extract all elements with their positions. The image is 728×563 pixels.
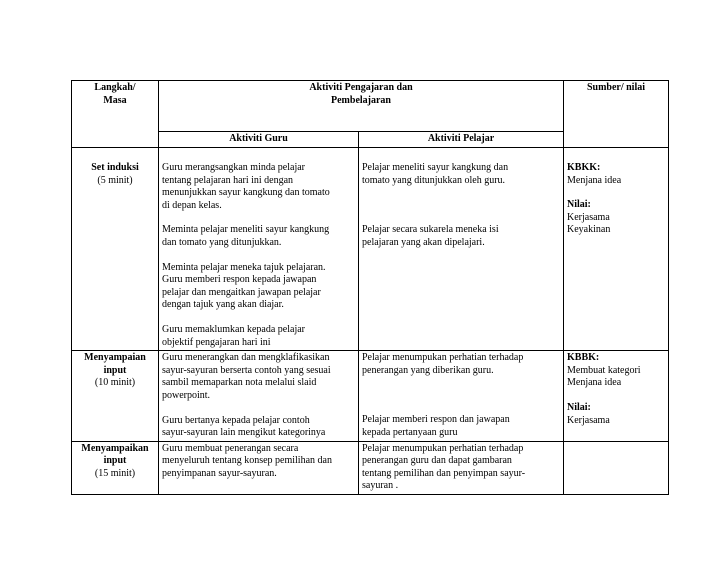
guru-text: Guru menerangkan dan mengklafikasikan sayur-sayuran berserta contoh yang sesuai sambil memaparkan nota melalui slaid powerpoint. bbox=[162, 352, 331, 401]
guru-text: Guru merangsangkan minda pelajar tentang pelajaran hari ini dengan menunjukkan sayur kangkung dan tomato di depan kelas. bbox=[162, 162, 330, 211]
masa-label: (10 minit) bbox=[94, 377, 136, 389]
sumber-nilai-cell bbox=[564, 148, 669, 351]
sumber-nilai-cell bbox=[564, 441, 669, 494]
header-sumber-nilai: Sumber/ nilai bbox=[564, 81, 669, 148]
header-langkah-masa: Langkah/ Masa bbox=[72, 81, 159, 148]
kbkk-title: KBKK: bbox=[567, 162, 601, 173]
table-row bbox=[72, 441, 669, 494]
aktiviti-pelajar-cell bbox=[359, 441, 564, 494]
guru-text: Meminta pelajar meneliti sayur kangkung dan tomato yang ditunjukkan. bbox=[162, 224, 330, 248]
langkah-label: Set induksi bbox=[91, 162, 139, 173]
pelajar-text: Pelajar meneliti sayur kangkung dan tomato yang ditunjukkan oleh guru. bbox=[362, 162, 509, 186]
table-row bbox=[72, 148, 669, 351]
aktiviti-pelajar-cell bbox=[359, 148, 564, 351]
nilai-title: Nilai: bbox=[567, 199, 591, 211]
lesson-plan-table bbox=[71, 80, 669, 495]
header-aktiviti-guru: Aktiviti Guru bbox=[159, 132, 359, 148]
guru-text: Meminta pelajar meneka tajuk pelajaran. Guru memberi respon kepada jawapan pelajar dan mengaitkan jawapan pelajar dengan tajuk yang akan diajar. bbox=[162, 261, 326, 311]
pelajar-text: Pelajar menumpukan perhatian terhadap penerangan yang diberikan guru. bbox=[362, 352, 524, 376]
header-row bbox=[72, 81, 669, 132]
nilai-items: Kerjasama bbox=[567, 414, 610, 426]
sumber-nilai-cell bbox=[564, 351, 669, 442]
guru-text: Guru membuat penerangan secara menyeluruh tentang konsep pemilihan dan penyimpanan sayur-sayuran. bbox=[162, 442, 332, 479]
table-row bbox=[72, 351, 669, 442]
pelajar-text: Pelajar memberi respon dan jawapan kepada pertanyaan guru bbox=[362, 414, 510, 438]
guru-text: Guru memaklumkan kepada pelajar objektif pengajaran hari ini bbox=[162, 323, 305, 348]
guru-text: Guru bertanya kepada pelajar contoh sayur-sayuran lain mengikut kategorinya bbox=[162, 414, 326, 439]
header-aktiviti-pengajaran: Aktiviti Pengajaran dan Pembelajaran bbox=[159, 81, 564, 132]
aktiviti-guru-cell bbox=[159, 441, 359, 494]
masa-label: (15 minit) bbox=[94, 467, 136, 479]
aktiviti-guru-cell bbox=[159, 148, 359, 351]
kbbk-items: Membuat kategori Menjana idea bbox=[567, 364, 641, 389]
masa-label: (5 minit) bbox=[97, 174, 133, 186]
aktiviti-guru-cell bbox=[159, 351, 359, 442]
langkah-label: Menyampaian input bbox=[84, 352, 146, 376]
kbkk-items: Menjana idea bbox=[567, 174, 622, 186]
langkah-cell bbox=[72, 441, 159, 494]
header-aktiviti-pelajar: Aktiviti Pelajar bbox=[359, 132, 564, 148]
aktiviti-pelajar-cell bbox=[359, 351, 564, 442]
nilai-title: Nilai: bbox=[567, 401, 591, 413]
nilai-items: Kerjasama Keyakinan bbox=[567, 211, 611, 236]
langkah-cell bbox=[72, 148, 159, 351]
pelajar-text: Pelajar secara sukarela meneka isi pelajaran yang akan dipelajari. bbox=[362, 224, 499, 248]
langkah-label: Menyampaikan input bbox=[81, 442, 149, 467]
kbbk-title: KBBK: bbox=[567, 352, 600, 364]
langkah-cell bbox=[72, 351, 159, 442]
pelajar-text: Pelajar menumpukan perhatian terhadap penerangan guru dan dapat gambaran tentang pemilihan dan penyimpan sayur- sayuran . bbox=[362, 442, 526, 492]
